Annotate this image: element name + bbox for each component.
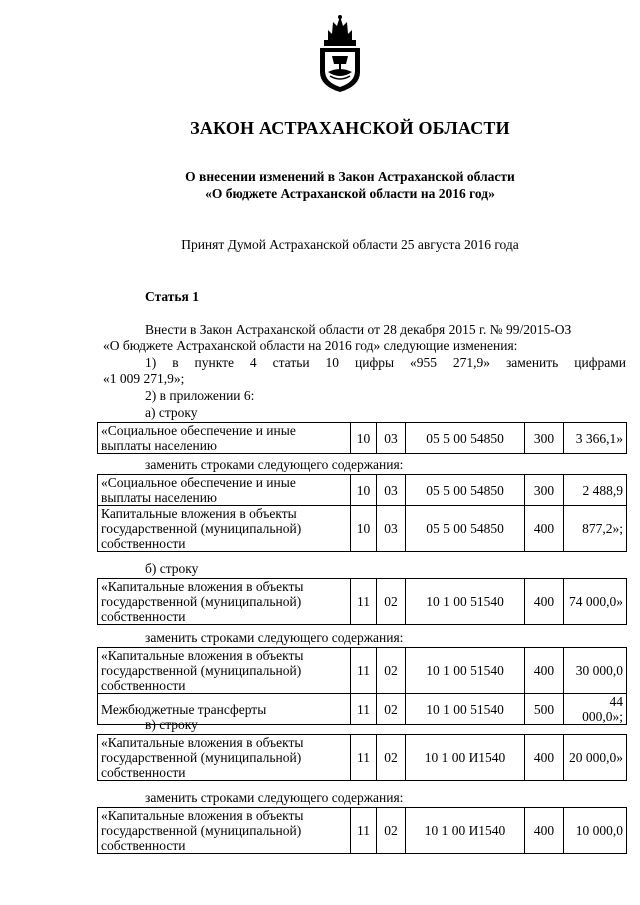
subsection-cell: 02 xyxy=(377,808,406,854)
row-name-cell: «Социальное обеспечение и иные выплаты населению xyxy=(98,423,351,454)
table-a-new xyxy=(97,474,627,552)
target-code-cell: 10 1 00 И1540 xyxy=(406,735,525,781)
adoption-statement: Принят Думой Астраханской области 25 августа 2016 года xyxy=(181,237,519,252)
table-row xyxy=(98,475,627,506)
row-name-cell: Межбюджетные трансферты xyxy=(98,694,351,725)
expense-type-cell: 400 xyxy=(525,648,564,694)
section-cell: 11 xyxy=(351,694,377,725)
row-name-cell: «Капитальные вложения в объекты государственной (муниципальной) собственности xyxy=(98,808,351,854)
table-v-new xyxy=(97,807,627,854)
target-code-cell: 05 5 00 54850 xyxy=(406,506,525,552)
row-name-cell: «Капитальные вложения в объекты государственной (муниципальной) собственности xyxy=(98,735,351,781)
section-cell: 10 xyxy=(351,475,377,506)
expense-type-cell: 300 xyxy=(525,423,564,454)
amount-cell: 20 000,0» xyxy=(564,735,627,781)
row-name-cell: «Социальное обеспечение и иные выплаты населению xyxy=(98,475,351,506)
sub-b-label: б) строку xyxy=(145,561,199,576)
table-a-old xyxy=(97,422,627,454)
row-name-cell: «Капитальные вложения в объекты государственной (муниципальной) собственности xyxy=(98,648,351,694)
law-subtitle-line-2: «О бюджете Астраханской области на 2016 год» xyxy=(205,186,495,201)
target-code-cell: 05 5 00 54850 xyxy=(406,423,525,454)
target-code-cell: 10 1 00 51540 xyxy=(406,579,525,625)
item-2: 2) в приложении 6: xyxy=(145,388,255,403)
subsection-cell: 02 xyxy=(377,694,406,725)
subsection-cell: 03 xyxy=(377,475,406,506)
table-row xyxy=(98,735,627,781)
table-b-old xyxy=(97,578,627,625)
amount-cell: 74 000,0» xyxy=(564,579,627,625)
table-row xyxy=(98,579,627,625)
target-code-cell: 10 1 00 И1540 xyxy=(406,808,525,854)
amount-cell: 877,2»; xyxy=(564,506,627,552)
subsection-cell: 02 xyxy=(377,735,406,781)
amount-cell: 10 000,0 xyxy=(564,808,627,854)
amount-cell: 3 366,1» xyxy=(564,423,627,454)
row-name-cell: «Капитальные вложения в объекты государственной (муниципальной) собственности xyxy=(98,579,351,625)
subsection-cell: 02 xyxy=(377,579,406,625)
table-row xyxy=(98,808,627,854)
law-subtitle-line-1: О внесении изменений в Закон Астраханской области xyxy=(185,169,515,184)
item-1-line-2: «1 009 271,9»; xyxy=(103,371,185,386)
coat-of-arms-emblem xyxy=(312,14,368,94)
item-1-line-1: 1) в пункте 4 статьи 10 цифры «955 271,9» заменить цифрами xyxy=(145,355,626,370)
target-code-cell: 10 1 00 51540 xyxy=(406,648,525,694)
section-cell: 10 xyxy=(351,506,377,552)
expense-type-cell: 400 xyxy=(525,735,564,781)
amount-cell: 30 000,0 xyxy=(564,648,627,694)
replace-label-b: заменить строками следующего содержания: xyxy=(145,630,404,645)
target-code-cell: 05 5 00 54850 xyxy=(406,475,525,506)
section-cell: 11 xyxy=(351,648,377,694)
sub-v-label: в) строку xyxy=(145,717,198,732)
article-heading: Статья 1 xyxy=(145,289,199,304)
subsection-cell: 03 xyxy=(377,506,406,552)
replace-label-a: заменить строками следующего содержания: xyxy=(145,457,404,472)
sub-a-label: а) строку xyxy=(145,405,198,420)
subsection-cell: 03 xyxy=(377,423,406,454)
section-cell: 10 xyxy=(351,423,377,454)
table-row xyxy=(98,423,627,454)
table-v-old xyxy=(97,734,627,781)
table-row xyxy=(98,648,627,694)
table-row xyxy=(98,506,627,552)
replace-label-v: заменить строками следующего содержания: xyxy=(145,790,404,805)
intro-line-1: Внести в Закон Астраханской области от 28 декабря 2015 г. № 99/2015-ОЗ xyxy=(145,322,572,337)
section-cell: 11 xyxy=(351,735,377,781)
intro-line-2: «О бюджете Астраханской области на 2016 год» следующие изменения: xyxy=(103,338,518,353)
expense-type-cell: 400 xyxy=(525,808,564,854)
expense-type-cell: 300 xyxy=(525,475,564,506)
table-b-new xyxy=(97,647,627,725)
row-name-cell: Капитальные вложения в объекты государственной (муниципальной) собственности xyxy=(98,506,351,552)
expense-type-cell: 400 xyxy=(525,506,564,552)
expense-type-cell: 500 xyxy=(525,694,564,725)
law-title: ЗАКОН АСТРАХАНСКОЙ ОБЛАСТИ xyxy=(190,118,510,138)
section-cell: 11 xyxy=(351,808,377,854)
expense-type-cell: 400 xyxy=(525,579,564,625)
subsection-cell: 02 xyxy=(377,648,406,694)
amount-cell: 44 000,0»; xyxy=(564,694,627,725)
section-cell: 11 xyxy=(351,579,377,625)
target-code-cell: 10 1 00 51540 xyxy=(406,694,525,725)
amount-cell: 2 488,9 xyxy=(564,475,627,506)
